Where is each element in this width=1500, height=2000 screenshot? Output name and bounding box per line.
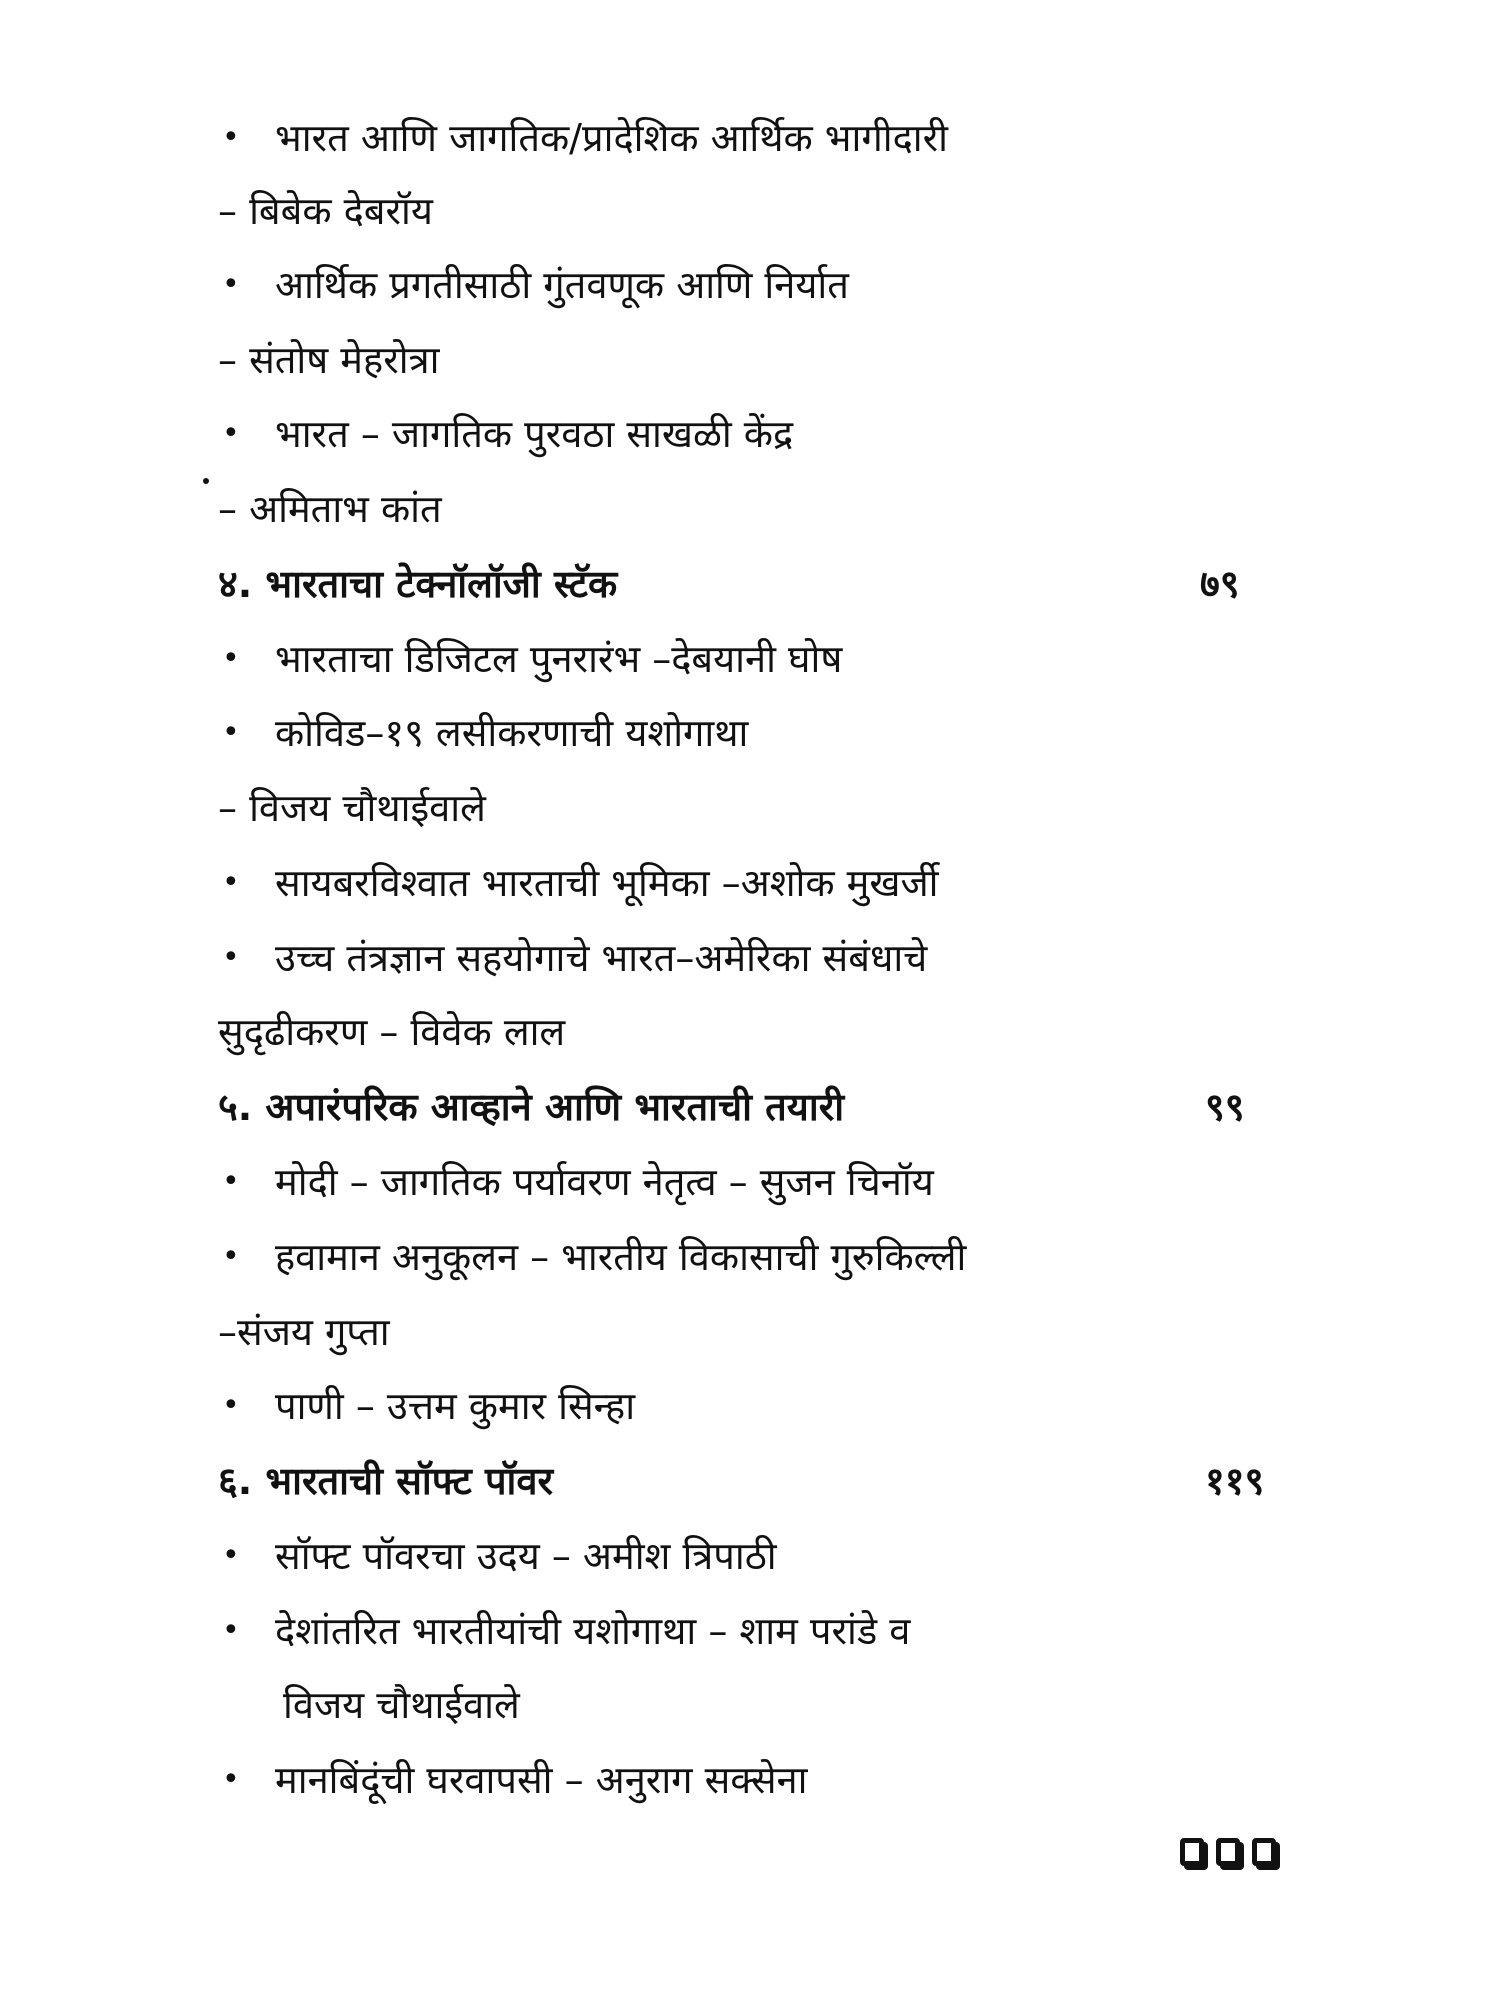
author-text: –संजय गुप्ता xyxy=(218,1310,390,1354)
entry-text: आर्थिक प्रगतीसाठी गुंतवणूक आणि निर्यात xyxy=(275,263,849,307)
bullet-icon: • xyxy=(222,267,240,302)
toc-entry xyxy=(0,853,1500,913)
toc-entry xyxy=(0,255,1500,315)
bullet-icon: • xyxy=(222,120,240,155)
entry-text: उच्च तंत्रज्ञान सहयोगाचे भारत–अमेरिका संबंधाचे xyxy=(275,936,928,980)
bullet-icon: • xyxy=(222,416,240,451)
toc-author xyxy=(0,479,1500,539)
entry-text: मानबिंदूंची घरवापसी – अनुराग सक्सेना xyxy=(275,1758,808,1802)
toc-entry xyxy=(0,1376,1500,1436)
entry-text: सॉफ्ट पॉवरचा उदय – अमीश त्रिपाठी xyxy=(275,1534,777,1578)
toc-author xyxy=(0,181,1500,241)
box-icon xyxy=(1216,1838,1240,1866)
bullet-icon: • xyxy=(222,641,240,676)
bullet-icon: • xyxy=(222,1239,240,1274)
bullet-icon: • xyxy=(222,865,240,900)
toc-entry xyxy=(0,1227,1500,1287)
entry-text: कोविड–१९ लसीकरणाची यशोगाथा xyxy=(275,711,749,755)
chapter-title: ५. अपारंपरिक आव्हाने आणि भारताची तयारी xyxy=(218,1085,845,1129)
chapter-page-number: ७९ xyxy=(1200,562,1240,606)
entry-text: पाणी – उत्तम कुमार सिन्हा xyxy=(275,1384,636,1428)
author-text: सुदृढीकरण – विवेक लाल xyxy=(218,1010,566,1054)
author-text: – अमिताभ कांत xyxy=(218,487,442,531)
toc-entry xyxy=(0,703,1500,763)
section-end-ornament xyxy=(1180,1838,1276,1866)
toc-entry xyxy=(0,404,1500,464)
bullet-icon: • xyxy=(222,715,240,750)
bullet-icon: • xyxy=(222,940,240,975)
toc-entry xyxy=(0,1601,1500,1661)
toc-author xyxy=(0,778,1500,838)
toc-author xyxy=(0,1302,1500,1362)
chapter-title: ४. भारताचा टेक्नॉलॉजी स्टॅक xyxy=(218,562,618,606)
author-text: – बिबेक देबरॉय xyxy=(218,189,433,233)
toc-entry xyxy=(0,108,1500,168)
entry-text: सायबरविश्वात भारताची भूमिका –अशोक मुखर्जी xyxy=(275,861,939,905)
chapter-page-number: ११९ xyxy=(1205,1459,1265,1503)
toc-entry xyxy=(0,1750,1500,1810)
toc-author xyxy=(0,1002,1500,1062)
bullet-icon: • xyxy=(222,1613,240,1648)
box-icon xyxy=(1252,1838,1276,1866)
chapter-title: ६. भारताची सॉफ्ट पॉवर xyxy=(218,1459,554,1503)
author-text: – विजय चौथाईवाले xyxy=(218,786,486,830)
bullet-icon: • xyxy=(222,1538,240,1573)
toc-author xyxy=(0,330,1500,390)
author-text: विजय चौथाईवाले xyxy=(283,1683,520,1727)
toc-entry xyxy=(0,1152,1500,1212)
chapter-page-number: ९९ xyxy=(1205,1085,1245,1129)
entry-text: भारताचा डिजिटल पुनरारंभ –देबयानी घोष xyxy=(275,637,843,681)
chapter-heading xyxy=(0,1451,1500,1511)
bullet-icon: • xyxy=(222,1762,240,1797)
bullet-icon: • xyxy=(222,1388,240,1423)
toc-entry xyxy=(0,928,1500,988)
entry-text: मोदी – जागतिक पर्यावरण नेतृत्व – सुजन चिनॉय xyxy=(275,1160,934,1204)
bullet-icon: • xyxy=(222,1164,240,1199)
toc-entry xyxy=(0,629,1500,689)
chapter-heading xyxy=(0,554,1500,614)
entry-text: देशांतरित भारतीयांची यशोगाथा – शाम परांडे व xyxy=(275,1609,911,1653)
author-text: – संतोष मेहरोत्रा xyxy=(218,338,440,382)
toc-entry-continuation xyxy=(0,1675,1500,1735)
chapter-heading xyxy=(0,1077,1500,1137)
entry-text: हवामान अनुकूलन – भारतीय विकासाची गुरुकिल्ली xyxy=(275,1235,967,1279)
box-icon xyxy=(1180,1838,1204,1866)
entry-text: भारत – जागतिक पुरवठा साखळी केंद्र xyxy=(275,412,794,456)
entry-text: भारत आणि जागतिक/प्रादेशिक आर्थिक भागीदारी xyxy=(275,116,948,160)
toc-entry xyxy=(0,1526,1500,1586)
